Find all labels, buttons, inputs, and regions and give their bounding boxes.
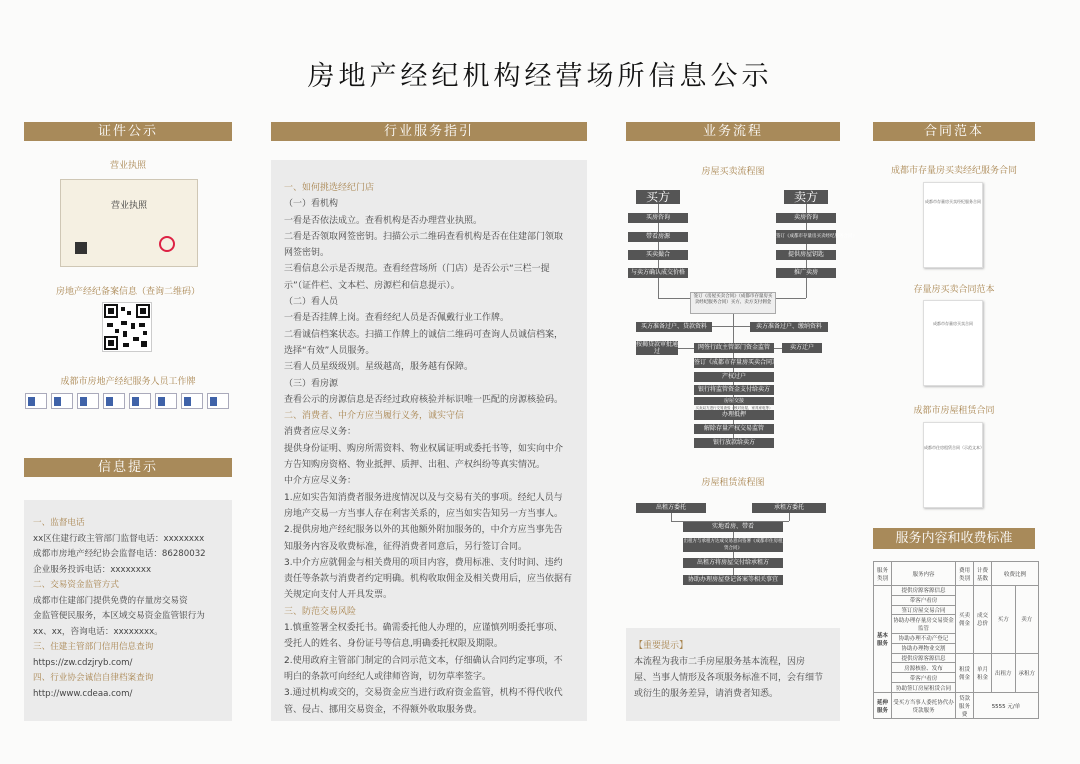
contract-document[interactable]: 成都市住房租赁合同（示范文本） (923, 422, 983, 508)
center-step: 签订《成都市存量房买卖合同》 (694, 359, 779, 366)
buyer-step: 带看房源 (628, 232, 688, 242)
header-service-guide: 行业服务指引 (271, 122, 587, 141)
fee-col-header: 服务内容 (892, 562, 956, 586)
fee-item: 提供房源客源信息 (892, 586, 956, 596)
fee-header: 服务内容和收费标准 (873, 528, 1035, 549)
section-heading: 二、消费者、中介方应当履行义务，诚实守信 (284, 411, 465, 422)
buyer-loan-box: 买方准备过户、贷款资料 (636, 322, 712, 332)
text-line: 1.应如实告知消费者服务进度情况以及与交易有关的事项。经纪人员与 (284, 492, 563, 503)
fee-col-header: 收费比例 (992, 562, 1039, 586)
seller-step: 卖房咨询 (776, 213, 836, 223)
center-step: 办理抵押 (694, 410, 774, 420)
buyer-step: 与卖方确认成交价格 (628, 268, 688, 278)
staff-badge-icon (51, 393, 73, 409)
sale-flow-caption: 房屋买卖流程图 (701, 167, 765, 177)
fee-base: 单月租金 (974, 653, 992, 692)
section-heading: 三、防范交易风险 (284, 606, 357, 617)
filing-qr-code-icon (102, 302, 152, 352)
tenant-box: 承租方委托 (752, 503, 826, 513)
fee-item: 房源核验、发布 (892, 663, 956, 673)
qr-caption: 房地产经纪备案信息（查询二维码） (55, 287, 200, 297)
rent-step: 协助办理房屋登记备案等相关事宜 (683, 575, 783, 585)
text-line: http://www.cdeaa.com/ (33, 688, 133, 699)
text-line: 企业服务投诉电话：xxxxxxxx (33, 564, 152, 575)
text-line: 提供身份证明、购房所需资料、物业权属证明或委托书等，如实向中介 (284, 443, 564, 454)
text-line: （三）看房源 (284, 378, 339, 389)
buyer-box: 买方 (636, 190, 680, 204)
fee-item: 受买方当事人委托协代办贷款服务 (892, 693, 956, 719)
text-line: xx、xx，咨询电话：xxxxxxxx。 (33, 626, 163, 637)
loan-approve-box: 按揭贷款审批通过 (636, 341, 679, 355)
text-line: 本流程为我市二手房屋服务基本流程，因房 (634, 657, 806, 667)
text-line: 成都市房地产经纪协会监督电话：86280032 (33, 549, 206, 559)
rent-step: 出租方与承租方达成交易意向签署《成都市住房租赁合同》 (683, 539, 783, 551)
text-line: 管、侵占、挪用交易资金，不得额外收取服务费。 (284, 704, 483, 715)
staff-badge-icon (155, 393, 177, 409)
staff-badge-icon (25, 393, 47, 409)
text-line: 明白的条款可向经纪人或律师咨询，切勿草率签字。 (284, 671, 492, 682)
fee-table (873, 561, 1039, 719)
fee-type: 贷款服务费 (956, 693, 974, 719)
text-line: 示”（证件栏、文本栏、房源栏和信息提示）。 (284, 280, 460, 291)
landlord-box: 出租方委托 (636, 503, 706, 513)
badges-caption: 成都市房地产经纪服务人员工作牌 (60, 377, 196, 387)
info-text (33, 516, 229, 702)
license-title: 营业执照 (110, 201, 147, 211)
center-step: 网签行政主管部门资金监管 (694, 343, 774, 353)
fee-rate: 承租方 (1015, 653, 1039, 692)
fee-item: 提供房源客源信息 (892, 653, 956, 663)
seller-settle-box: 卖方迁户 (782, 343, 822, 353)
text-line: 查看公示的房源信息是否经过政府核验并标识唯一匹配的房源核验码。 (284, 394, 564, 405)
seller-prep-box: 卖方准备过户、缴纳资料 (750, 322, 828, 332)
contract-caption: 成都市房屋租赁合同 (913, 406, 995, 416)
fee-category: 延伸服务 (874, 693, 892, 719)
center-note: 买卖双方进行交易查验（核对房屋、家具家电等） (695, 406, 773, 410)
text-line: 消费者应尽义务： (284, 427, 357, 438)
text-line: 关规定向支付人开具发票。 (284, 590, 393, 601)
text-line: xx区住建行政主管部门监督电话：xxxxxxxx (33, 533, 205, 544)
section-heading: 四、行业协会诚信自律档案查询 (33, 673, 154, 683)
license-qr-icon (75, 242, 87, 254)
seller-box: 卖方 (784, 190, 828, 204)
text-line: 二看是否领取网签密钥。扫描公示二维码查看机构是否在住建部门领取 (284, 231, 564, 242)
text-line: （二）看人员 (284, 297, 339, 308)
staff-badge-icon (181, 393, 203, 409)
fee-col-header: 费用类别 (956, 562, 974, 586)
staff-badge-icon (207, 393, 229, 409)
license-caption: 营业执照 (109, 161, 146, 171)
section-heading: 一、监督电话 (33, 518, 85, 528)
seller-step: 提供房屋钥匙 (776, 250, 836, 260)
fee-rate: 5555 元/单 (974, 693, 1039, 719)
seller-step: 签订《成都市存量房买卖经纪服务合同》 (776, 230, 836, 244)
fee-type: 租赁佣金 (956, 653, 974, 692)
fee-item: 协助办理物业交割 (892, 643, 956, 653)
section-heading: 三、住建主管部门信用信息查询 (33, 642, 154, 652)
header-certificates: 证件公示 (24, 122, 232, 141)
rent-step: 出租方将房屋交付给承租方 (683, 558, 783, 568)
fee-type: 买卖佣金 (956, 586, 974, 654)
staff-badge-icon (103, 393, 125, 409)
text-line: 选择“有效”人员服务。 (284, 345, 375, 356)
fee-category: 基本服务 (874, 586, 892, 693)
rent-step: 实地看房、带看 (683, 522, 783, 532)
center-step: 产权过户 (694, 372, 774, 382)
fee-base: 成交总价 (974, 586, 992, 654)
rent-flow-caption: 房屋租赁流程图 (701, 478, 765, 488)
center-step: 房屋交接 (694, 397, 774, 405)
sign-contract-box: 签订《房屋买卖合同》（成都市存量房买卖经纪服务合同）买方、卖方支付佣金 (690, 292, 776, 314)
fee-item: 带客户看房 (892, 595, 956, 605)
contract-document[interactable]: 成都市存量房买卖经纪服务合同 (923, 182, 983, 268)
buyer-step: 买卖撮合 (628, 250, 688, 260)
text-line: 或衍生的服务差异，请消费者知悉。 (634, 689, 779, 699)
text-line: 二看诚信档案状态。扫描工作牌上的诚信二维码可查询人员诚信档案， (284, 329, 564, 340)
contract-caption: 成都市存量房买卖经纪服务合同 (890, 166, 1017, 176)
center-step: 解除存量产权交易监管 (694, 424, 774, 434)
staff-badge-icon (129, 393, 151, 409)
fee-col-header: 计费基数 (974, 562, 992, 586)
text-line: 责任等条款与消费者约定明确。机构收取佣金及相关费用后，应当依据有 (284, 574, 573, 585)
text-line: （一）看机构 (284, 199, 339, 210)
header-contract-templates: 合同范本 (873, 122, 1035, 141)
text-line: 3.中介方应就佣金与相关费用的项目内容，费用标准、支付时间、违约 (284, 557, 563, 568)
contract-document[interactable]: 成都市存量房买卖合同 (923, 300, 983, 386)
center-step: 银行放款给卖方 (694, 438, 774, 448)
notice-text (634, 654, 838, 702)
text-line: 金监管便民服务，本区域交易资金监管银行为 (33, 611, 205, 621)
text-line: 一看是否挂牌上岗。查看经纪人员是否佩戴行业工作牌。 (284, 313, 510, 324)
fee-rate: 买方 (992, 586, 1016, 654)
text-line: 成都市住建部门提供免费的存量房交易资 (33, 595, 188, 606)
text-line: 一看是否依法成立。查看机构是否办理营业执照。 (284, 215, 483, 226)
header-info: 信息提示 (24, 458, 232, 477)
text-line: 三看信息公示是否规范。查看经营场所（门店）是否公示“三栏一提 (284, 264, 550, 275)
fee-item: 签订房屋交易合同 (892, 605, 956, 615)
text-line: 知服务内容及收费标准，征得消费者同意后，另行签订合同。 (284, 541, 528, 552)
seller-step: 推广卖房 (776, 268, 836, 278)
fee-rate: 卖方 (1015, 586, 1039, 654)
text-line: 2.使用政府主管部门制定的合同示范文本，仔细确认合同约定事项，不 (284, 655, 563, 666)
text-line: 中介方应尽义务： (284, 476, 357, 487)
fee-rate: 出租方 (992, 653, 1016, 692)
notice-title: 【重要提示】 (634, 641, 689, 651)
text-line: 2.提供房地产经纪服务以外的其他额外附加服务的，中介方应当事先告 (284, 525, 563, 536)
fee-col-header: 服务类别 (874, 562, 892, 586)
fee-item: 协助办理存量房交易资金监管 (892, 615, 956, 634)
text-line: 屋、当事人情形及各项服务标准不同，会有细节 (634, 673, 824, 683)
fee-item: 协助办理不动产登记 (892, 633, 956, 643)
license-seal-icon (159, 236, 175, 252)
section-heading: 一、如何挑选经纪门店 (284, 183, 375, 193)
text-line: 受托人的姓名、身份证号等信息,明确委托权限及期限。 (284, 639, 503, 650)
text-line: https://zw.cdzjryb.com/ (33, 657, 133, 668)
buyer-step: 买房咨询 (628, 213, 688, 223)
staff-badge-icon (77, 393, 99, 409)
center-step: 银行将监管资金支付给卖方 (694, 385, 774, 395)
contract-caption: 存量房买卖合同范本 (913, 285, 995, 295)
guide-text (284, 180, 584, 718)
text-line: 房地产交易一方当事人存在利害关系的，应当如实告知另一方当事人。 (284, 508, 564, 519)
fee-item: 带客户看房 (892, 673, 956, 683)
text-line: 1.慎重签署全权委托书。确需委托他人办理的，应谨慎列明委托事项、 (284, 623, 563, 634)
business-license-image (60, 179, 198, 267)
text-line: 网签密钥。 (284, 248, 330, 259)
text-line: 3.通过机构或交的，交易资金应当进行政府资金监管，机构不得代收代 (284, 688, 563, 699)
header-business-flow: 业务流程 (626, 122, 840, 141)
page-title: 房地产经纪机构经营场所信息公示 (307, 61, 773, 92)
fee-item: 协助签订房屋租赁合同 (892, 683, 956, 693)
section-heading: 二、交易资金监管方式 (33, 580, 119, 590)
text-line: 方告知购房资格、物业抵押、质押、出租、产权纠纷等真实情况。 (284, 460, 546, 471)
text-line: 三看人员星级级别。星级越高，服务越有保障。 (284, 362, 474, 373)
